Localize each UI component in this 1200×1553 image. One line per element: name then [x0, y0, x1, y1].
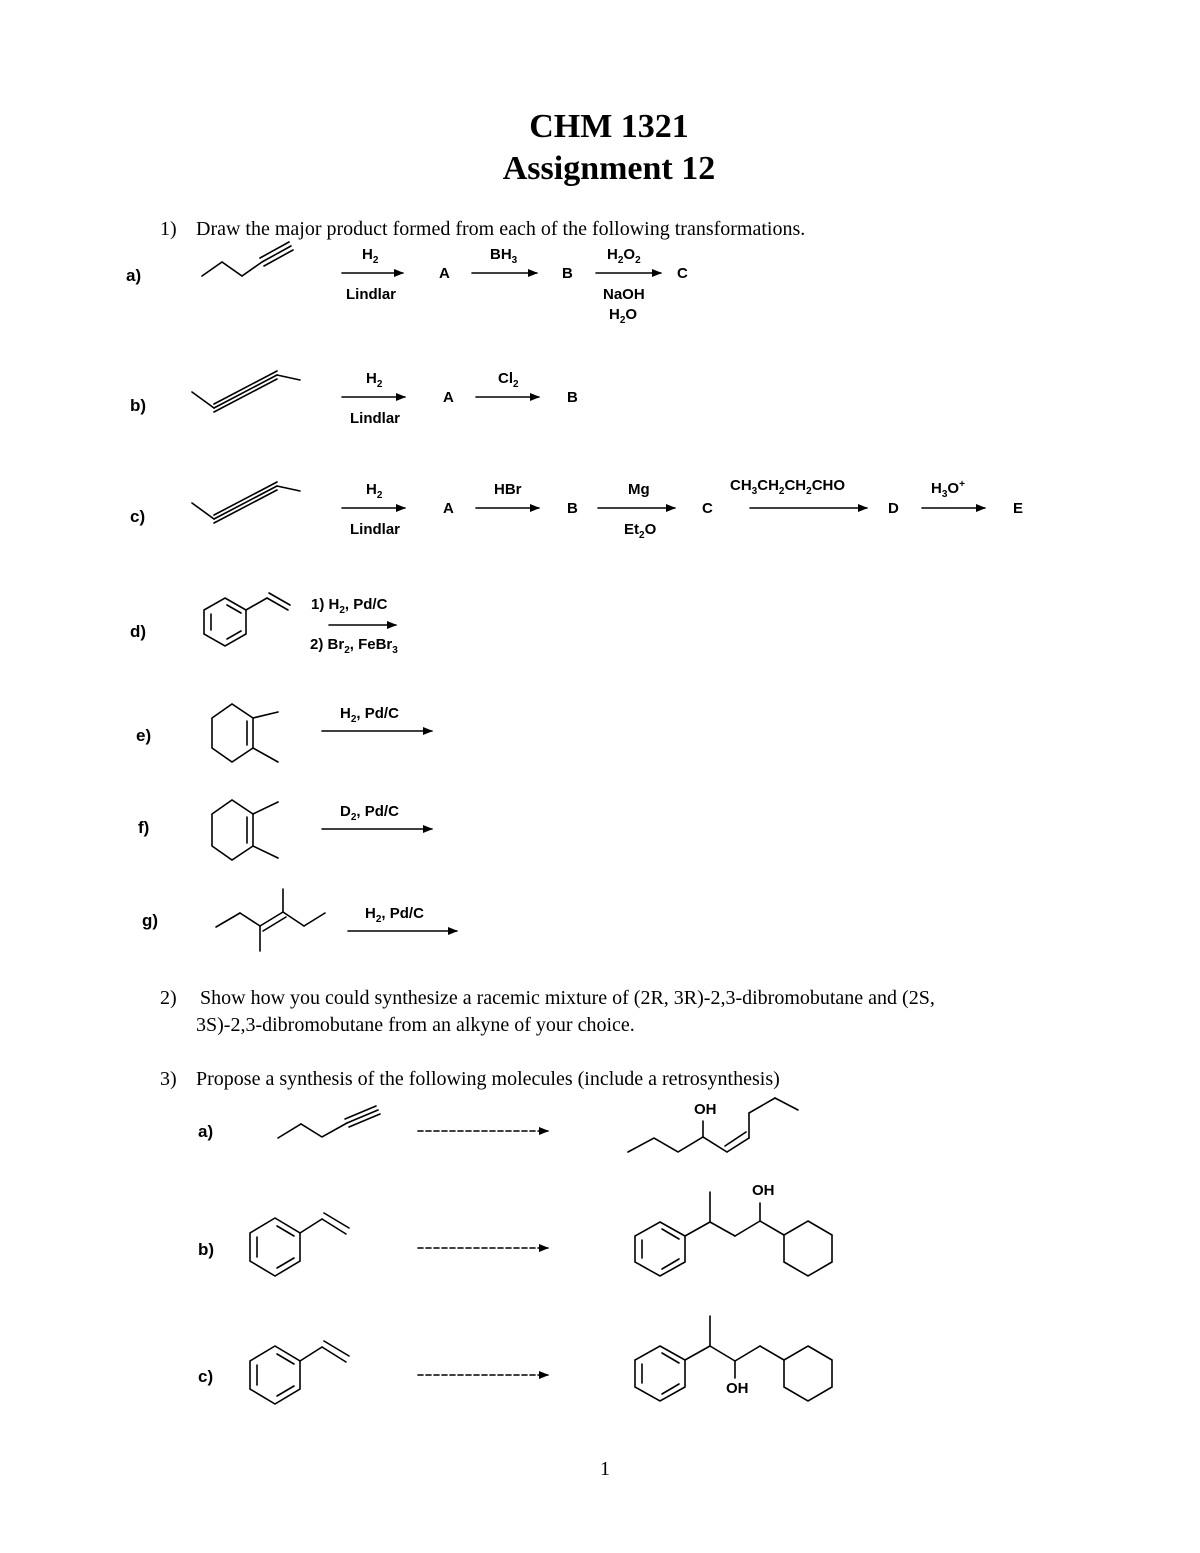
q1c-reagent-hbr: HBr	[494, 481, 522, 498]
q3a-oh-label: OH	[694, 1101, 717, 1118]
q1c-reagent-h3o: $H_3O^+$	[931, 479, 965, 500]
q1b-reagent-lindlar: Lindlar	[350, 410, 401, 427]
q1c-reagent-lindlar: Lindlar	[350, 521, 401, 538]
q2-number: 2)	[160, 987, 177, 1009]
q1a-reagent-naoh: NaOH	[603, 286, 645, 303]
q1c-reagent-et2o: $Et_2O$	[624, 521, 657, 541]
q1c-label: c)	[130, 507, 146, 526]
q1a-label: a)	[126, 266, 142, 285]
q1d-styrene-structure	[204, 593, 290, 646]
assignment-title: Assignment 12	[502, 150, 716, 187]
q1a-reagent-bh3: $BH_3$	[490, 246, 518, 266]
q1a-reagent-h2o: $H_2O$	[609, 306, 638, 326]
q1b-letter-b: B	[567, 389, 578, 406]
q1b-label: b)	[130, 396, 147, 415]
q1c-reagent-butanal: $CH_3CH_2CH_2CHO$	[730, 477, 846, 497]
q1d-reagent-1: 1) $H_2$, Pd/C	[311, 596, 388, 616]
q1a-letter-b: B	[562, 265, 573, 282]
q3a-label: a)	[198, 1122, 214, 1141]
course-title: CHM 1321	[529, 108, 689, 145]
q3c-product-structure	[635, 1316, 832, 1401]
q3b-styrene-structure	[250, 1213, 349, 1276]
q1g-label: g)	[142, 911, 159, 930]
q1c-letter-a: A	[443, 500, 454, 517]
q1c-letter-c: C	[702, 500, 713, 517]
q1a-reagent-h2o2: $H_2O_2$	[607, 246, 641, 266]
q3c-styrene-structure	[250, 1341, 349, 1404]
q1d-label: d)	[130, 622, 147, 641]
q1a-reagent-lindlar: Lindlar	[346, 286, 397, 303]
q3a-pentyne-structure	[278, 1106, 380, 1138]
q1f-label: f)	[138, 818, 150, 837]
page-number: 1	[600, 1458, 610, 1480]
q1c-letter-d: D	[888, 500, 899, 517]
q1g-reagent: $H_2$, Pd/C	[365, 905, 424, 925]
q1a-letter-c: C	[677, 265, 688, 282]
q1a-letter-a: A	[439, 265, 450, 282]
q1f-reagent: $D_2$, Pd/C	[340, 803, 399, 823]
q1c-reagent-h2: $H_2$	[366, 481, 383, 501]
q3c-label: c)	[198, 1367, 214, 1386]
q3-number: 3)	[160, 1068, 177, 1090]
q1a-pentyne-structure	[202, 242, 293, 276]
q1-text: Draw the major product formed from each of the following transformations.	[196, 218, 806, 240]
q1b-letter-a: A	[443, 389, 454, 406]
q1a-reagent-h2: $H_2$	[362, 246, 379, 266]
q1f-dimethylcyclohexene-structure	[212, 800, 278, 860]
q1e-dimethylcyclohexene-structure	[212, 704, 278, 762]
q1c-letter-e: E	[1013, 500, 1024, 517]
q1c-hexyne-structure	[192, 482, 300, 523]
q3b-label: b)	[198, 1240, 215, 1259]
q1e-reagent: $H_2$, Pd/C	[340, 705, 399, 725]
q3b-oh-label: OH	[752, 1182, 775, 1199]
q1-number: 1)	[160, 218, 177, 240]
q1b-reagent-h2: $H_2$	[366, 370, 383, 390]
q2-line2: 3S)-2,3-dibromobutane from an alkyne of your choice.	[196, 1014, 635, 1036]
q1c-letter-b: B	[567, 500, 578, 517]
q3a-product-structure	[628, 1098, 798, 1152]
q1d-reagent-2: 2) $Br_2$, FeBr$_3$	[310, 636, 398, 656]
q3-text: Propose a synthesis of the following molecules (include a retrosynthesis)	[196, 1068, 780, 1090]
q1b-hexyne-structure	[192, 371, 300, 412]
q2-line1: Show how you could synthesize a racemic mixture of (2R, 3R)-2,3-dibromobutane and (2S,	[200, 987, 935, 1009]
q3b-product-structure	[635, 1192, 832, 1276]
q1c-reagent-mg: Mg	[628, 481, 650, 498]
q1e-label: e)	[136, 726, 152, 745]
q1b-reagent-cl2: $Cl_2$	[498, 370, 519, 390]
q1g-dimethylhexene-structure	[216, 889, 325, 951]
q3c-oh-label: OH	[726, 1380, 749, 1397]
